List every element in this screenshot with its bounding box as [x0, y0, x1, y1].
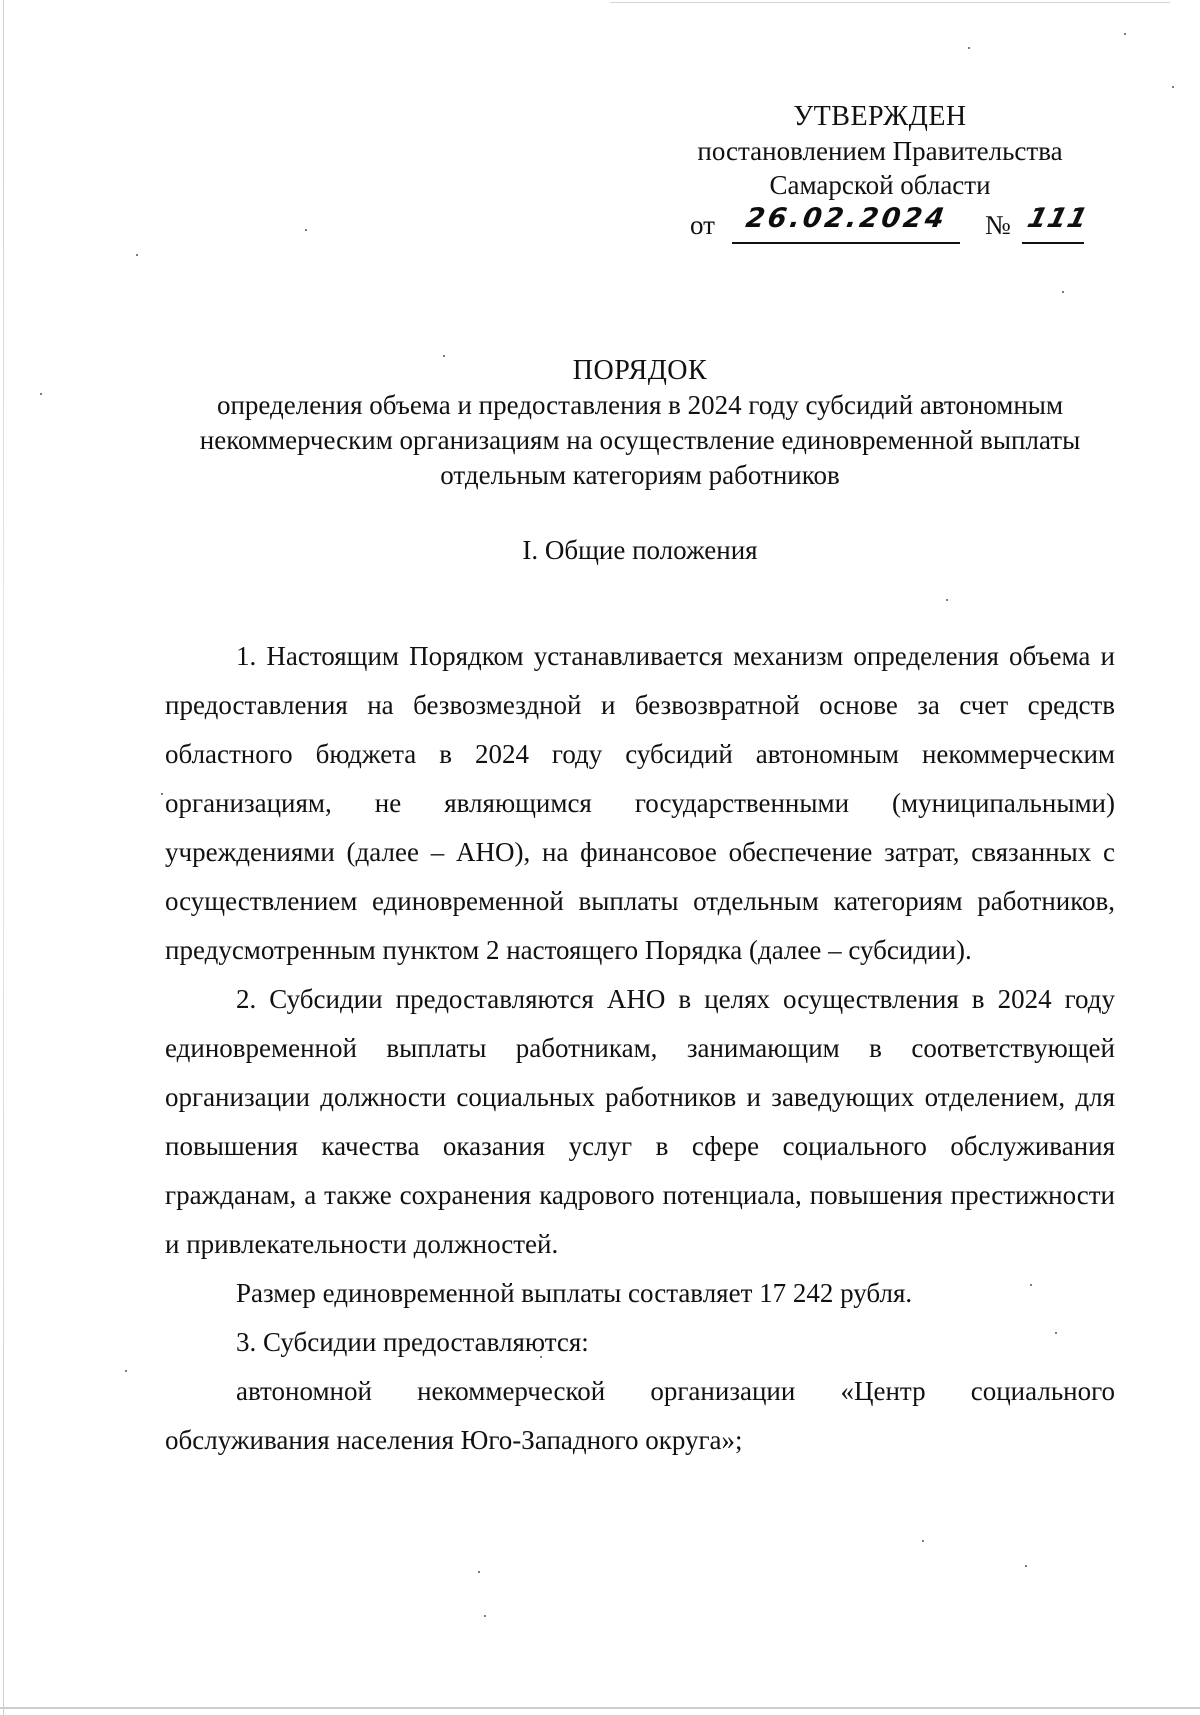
scan-speck: [136, 254, 138, 256]
handwritten-date: 26.02.2024: [743, 203, 950, 234]
approval-line-1: постановлением Правительства: [697, 136, 1063, 166]
approval-title: УТВЕРЖДЕН: [793, 101, 967, 132]
scan-speck: [478, 1571, 480, 1573]
approval-line-2: Самарской области: [769, 170, 991, 200]
document-subtitle-line-2: некоммерческим организациям на осуществление единовременной выплаты: [199, 425, 1081, 455]
scan-edge-top: [610, 2, 1170, 3]
approval-block: [650, 100, 1110, 246]
scan-edge-bottom: [0, 1707, 1200, 1709]
paragraph: автономной некоммерческой организации «Центр социального обслуживания населения Юго-Западного округа»;: [165, 1376, 1115, 1455]
paragraph: 2. Субсидии предоставляются АНО в целях осуществления в 2024 году единовременной выплаты работникам, занимающим в соответствующей организации должности социальных работников и заведующих отделением, для повышения качества оказания услуг в сфере социального обслуживания гражданам, а также сохранения кадрового потенциала, повышения престижности и привлекательности должностей.: [165, 984, 1115, 1259]
paragraph: Размер единовременной выплаты составляет 17 242 рубля.: [236, 1278, 913, 1308]
scan-speck: [484, 1615, 486, 1617]
scan-speck: [1172, 86, 1174, 88]
scan-speck: [1062, 291, 1064, 293]
handwritten-number: 111: [1024, 203, 1092, 234]
number-sign: №: [985, 210, 1011, 240]
scan-speck: [1025, 1565, 1027, 1567]
approval-dateline: [650, 203, 1110, 246]
scan-speck: [968, 47, 970, 49]
paragraph: 1. Настоящим Порядком устанавливается механизм определения объема и предоставления на безвозмездной и безвозвратной основе за счет средств областного бюджета в 2024 году субсидий автономным некоммерческим организациям, не являющимся государственными (муниципальными) учреждениями (далее – АНО), на финансовое обеспечение затрат, связанных с осуществлением единовременной выплаты отдельным категориям работников, предусмотренным пунктом 2 настоящего Порядка (далее – субсидии).: [165, 641, 1115, 965]
scan-speck: [161, 793, 163, 795]
document-title: ПОРЯДОК: [572, 355, 708, 386]
scan-speck: [1124, 33, 1126, 35]
scan-speck: [946, 599, 948, 601]
scan-speck: [40, 393, 42, 395]
document-subtitle-line-3: отдельным категориям работников: [440, 460, 840, 490]
scan-speck: [125, 1370, 127, 1372]
document-body: [165, 632, 1115, 1465]
document-subtitle-line-1: определения объема и предоставления в 2024 году субсидий автономным: [216, 390, 1064, 420]
scan-edge-left: [3, 0, 4, 1715]
scan-speck: [305, 229, 307, 231]
paragraph: 3. Субсидии предоставляются:: [236, 1327, 589, 1357]
scan-speck: [922, 1540, 924, 1542]
date-prefix: от: [690, 210, 715, 240]
document-heading: [150, 353, 1130, 493]
section-title: I. Общие положения: [522, 535, 758, 565]
